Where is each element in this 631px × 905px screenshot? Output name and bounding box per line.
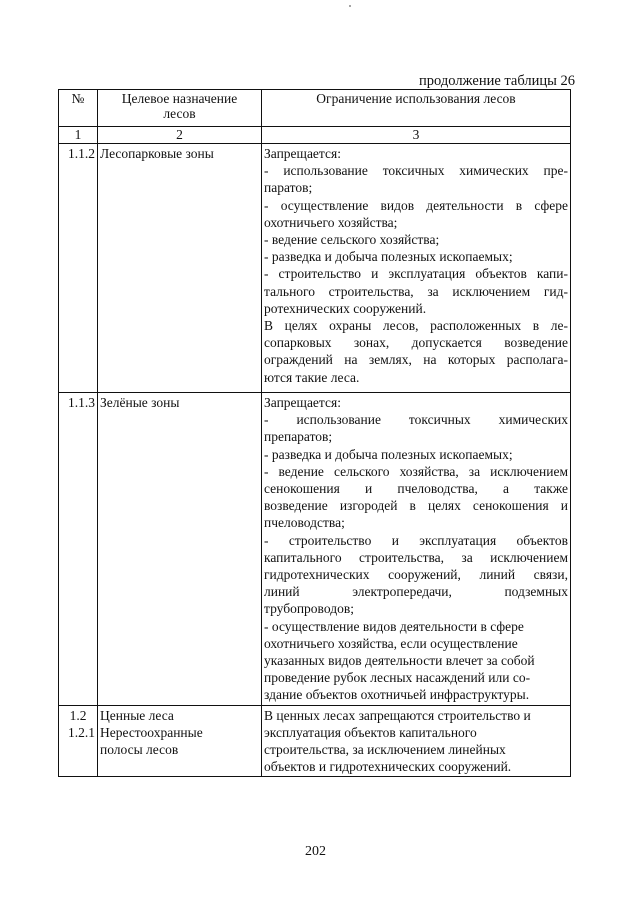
restriction-text-line: объектов и гидротехнических сооружений.	[264, 759, 512, 775]
header-restriction: Ограничение использования лесов	[262, 90, 571, 127]
restriction-text-line: сенокошения и пчеловодства, а также	[264, 481, 568, 497]
table-continuation-caption: продолжение таблицы 26	[419, 73, 575, 89]
restriction-text-line: здание объектов охотничьей инфраструктуры.	[264, 687, 530, 703]
row-number-cell	[59, 393, 98, 706]
page-number: 202	[305, 844, 326, 859]
restriction-text-line: охотничьего хозяйства, если осуществление	[264, 635, 518, 651]
restriction-text-line: - разведка и добыча полезных ископаемых;	[264, 446, 513, 462]
restriction-text-line: охотничьего хозяйства;	[264, 214, 398, 230]
table-row	[59, 393, 571, 706]
restriction-text-line: капитального строительства, за исключением	[264, 549, 568, 565]
restriction-text-line: - разведка и добыча полезных ископаемых;	[264, 249, 513, 265]
forest-purpose-text: Лесопарковые зоны	[100, 146, 214, 161]
restrictions-table	[58, 89, 571, 777]
forest-purpose-cell	[98, 705, 262, 777]
restriction-text-line: ются такие леса.	[264, 369, 360, 385]
table-row	[59, 144, 571, 393]
restriction-text-line: ограждений на землях, на которых располага-	[264, 352, 568, 368]
header-number: №	[59, 90, 98, 127]
restriction-text-line: эксплуатация объектов капитального	[264, 724, 477, 740]
restriction-text-line: сопарковых зонах, допускается возведение	[264, 335, 568, 351]
restriction-text-line: возведение изгородей в целях сенокошения и	[264, 498, 568, 514]
restriction-cell	[262, 144, 571, 393]
table-header-row	[59, 90, 571, 127]
restriction-text-line: пчеловодства;	[264, 515, 345, 531]
restriction-text-line: - осуществление видов деятельности в сфере	[264, 618, 524, 634]
restriction-text-line: линий электропередачи, подземных	[264, 584, 568, 600]
header-purpose-line-2: лесов	[163, 106, 196, 121]
forest-purpose-text: Ценные леса	[100, 707, 174, 723]
restriction-text-line: указанных видов деятельности влечет за собой	[264, 653, 535, 669]
row-number: 1.2	[69, 707, 87, 723]
restriction-text-line: Запрещается:	[264, 395, 341, 410]
restriction-text-line: Запрещается:	[264, 146, 341, 161]
column-number-row	[59, 127, 571, 144]
restriction-text-line: препаратов;	[264, 429, 333, 445]
restriction-text-line: - строительство и эксплуатация объектов капи-	[264, 266, 568, 282]
column-number-3: 3	[262, 127, 571, 144]
row-number: 1.1.2	[68, 146, 95, 161]
forest-purpose-cell	[98, 393, 262, 706]
restriction-text-line: - использование токсичных химических	[264, 412, 568, 428]
restriction-text-line: - строительство и эксплуатация объектов	[264, 532, 568, 548]
restriction-text-line: В целях охраны лесов, расположенных в ле-	[264, 318, 568, 334]
header-purpose-line-1: Целевое назначение	[121, 91, 238, 106]
forest-purpose-text: полосы лесов	[100, 742, 179, 758]
restriction-cell	[262, 705, 571, 777]
restriction-text-line: тального строительства, за исключением гид-	[264, 283, 568, 299]
restriction-cell	[262, 393, 571, 706]
restriction-text-line: ротехнических сооружений.	[264, 300, 427, 316]
forest-purpose-cell	[98, 144, 262, 393]
row-number-cell	[59, 705, 98, 777]
restriction-text-line: - использование токсичных химических пре-	[264, 163, 568, 179]
restriction-text-line: паратов;	[264, 180, 313, 196]
restriction-text-line: В ценных лесах запрещаются строительство и	[264, 707, 531, 723]
header-purpose	[98, 90, 262, 127]
restriction-text-line: проведение рубок лесных насаждений или со-	[264, 670, 531, 686]
row-number: 1.1.3	[68, 395, 95, 410]
restriction-text-line: строительства, за исключением линейных	[264, 742, 506, 758]
column-number-1: 1	[59, 127, 98, 144]
forest-purpose-text: Нерестоохранные	[100, 724, 203, 740]
scan-speck	[349, 5, 351, 7]
table-row	[59, 705, 571, 777]
restriction-text-line: - ведение сельского хозяйства, за исключением	[264, 463, 568, 479]
restriction-text-line: трубопроводов;	[264, 601, 354, 617]
restriction-text-line: - ведение сельского хозяйства;	[264, 232, 440, 248]
row-number-cell	[59, 144, 98, 393]
row-number: 1.2.1	[68, 724, 95, 740]
restriction-text-line: гидротехнических сооружений, линий связи,	[264, 567, 568, 583]
forest-purpose-text: Зелёные зоны	[100, 395, 180, 410]
column-number-2: 2	[98, 127, 262, 144]
restriction-text-line: - осуществление видов деятельности в сфере	[264, 197, 568, 213]
